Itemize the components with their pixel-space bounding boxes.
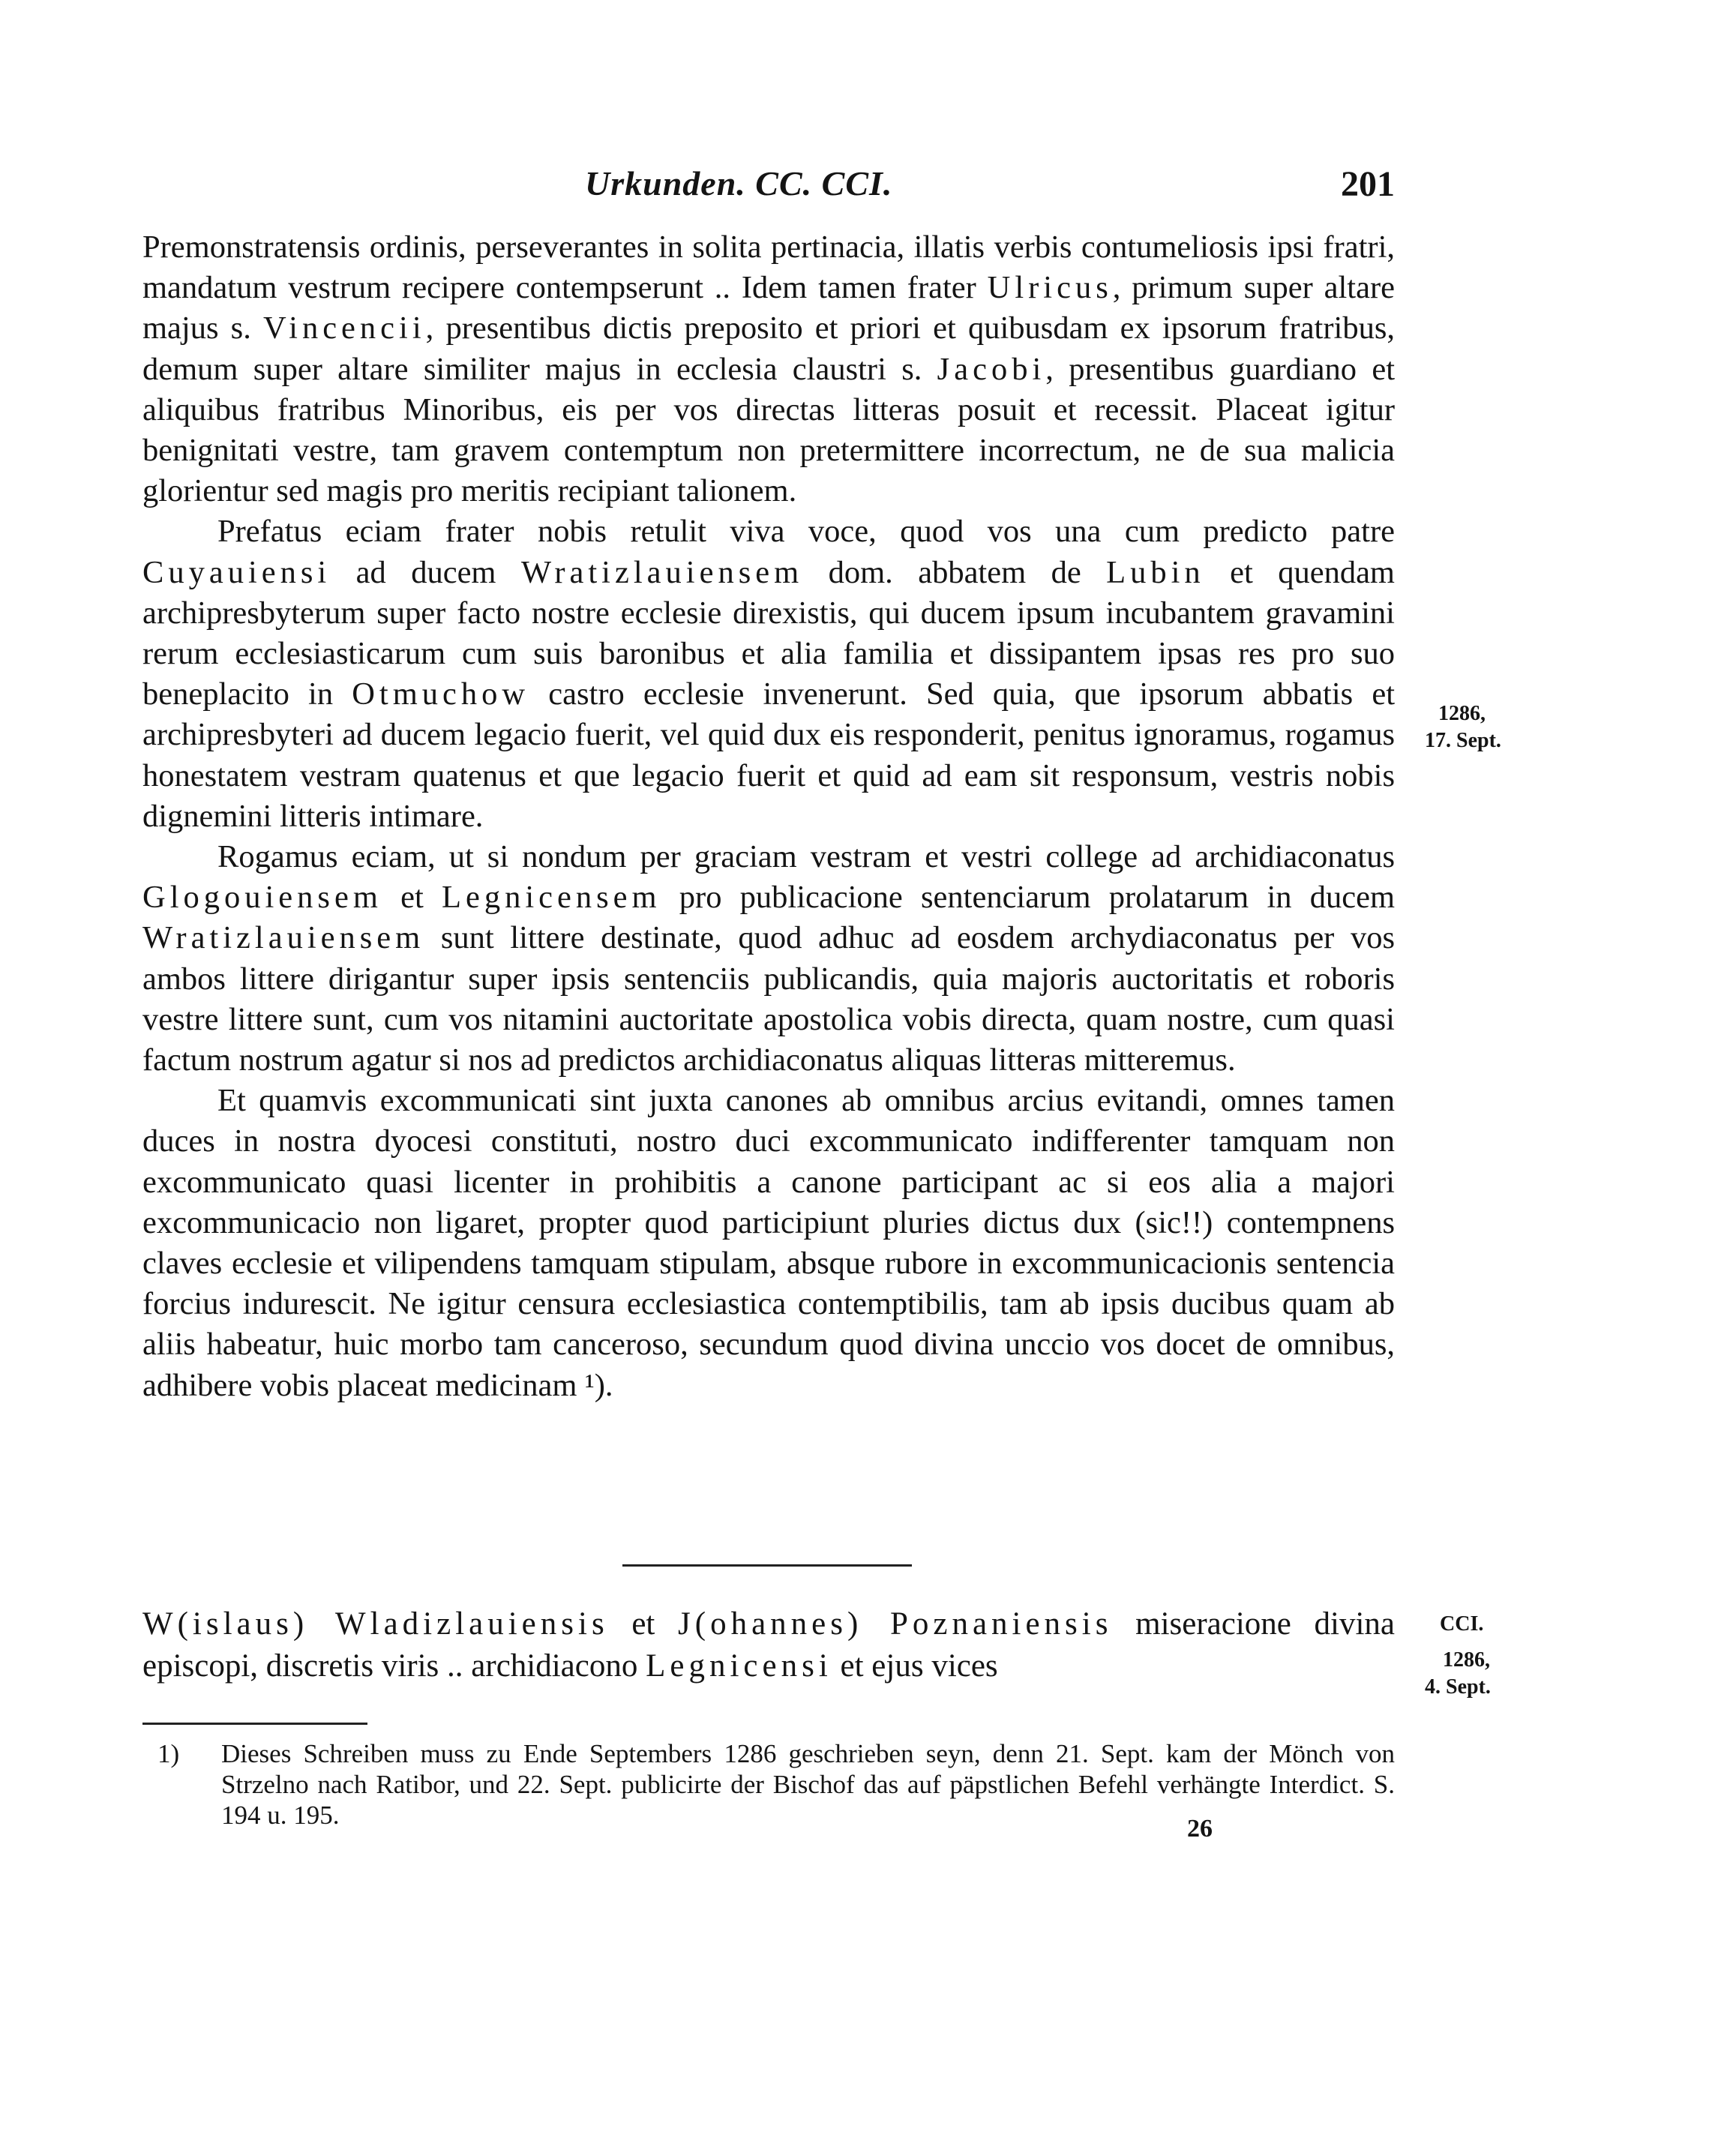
margin-date-2-year: 1286, [1443, 1648, 1490, 1672]
signature-mark: 26 [1187, 1815, 1213, 1843]
margin-date-1 [1425, 700, 1501, 754]
margin-date-2-day: 4. Sept. [1425, 1675, 1491, 1699]
paragraph-3: Rogamus eciam, ut si nondum per graciam vestram et vestri college ad archidiaconatus Glogouiensem et Legnicensem pro publicacione sentenciarum prolatarum in ducem Wratizlauiensem sunt littere destinate, quod adhuc ad eosdem archydiaconatus per vos ambos littere dirigantur super ipsis sentenciis publicandis, quia majoris auctoritatis et roboris vestre littere sunt, cum vos nitamini auctoritate apostolica vobis directa, quam nostre, cum quasi factum nostrum agatur si nos ad predictos archidiaconatus aliquas litteras mitteremus. [142, 839, 1396, 1078]
spaced-name: Glogouiensem [142, 880, 382, 916]
section-divider [622, 1564, 912, 1567]
paragraph-2: Prefatus eciam frater nobis retulit viva voce, quod vos una cum predicto patre Cuyauiensi ad ducem Wratizlauiensem dom. abbatem de Lubin et quendam archipresbyterum super facto nostre ecclesie direxistis, qui ducem ipsum incubantem gravamini rerum ecclesiasticarum cum suis baronibus et alia familia et dissipantem ipsas res pro suo beneplacito in Otmuchow castro ecclesie invenerunt. Sed quia, que ipsorum abbatis et archipresbyteri ad ducem legacio fuerit, vel quid dux eis responderit, penitus ignoramus, rogamus honestatem vestram quatenus et que legacio fuerit et quid ad eam sit responsum, vestris nobis dignemini litteris intimare. [142, 514, 1396, 834]
margin-doc-number: CCI. [1440, 1612, 1484, 1636]
spaced-name: Cuyauiensi [142, 554, 331, 590]
page-header [142, 163, 1395, 216]
spaced-name: Wratizlauiensem [520, 554, 804, 590]
spaced-name: Ulricus [987, 270, 1113, 306]
spaced-name: Legnicensem [442, 880, 661, 916]
margin-date-1-day: 17. Sept. [1425, 729, 1501, 752]
footnote-rule [142, 1723, 367, 1725]
footnote-text: Dieses Schreiben muss zu Ende Septembers 1286 geschrieben seyn, denn 21. Sept. kam der Mönch von Strzelno nach Ratibor, und 22. Sept. publicirte der Bischof das auf päpstlichen Befehl verhängte Interdict. S. 194 u. 195. [221, 1739, 1395, 1830]
document-body [142, 227, 1395, 1406]
spaced-name: Lubin [1106, 554, 1205, 590]
margin-date-2 [1425, 1647, 1491, 1701]
running-head: Urkunden. CC. CCI. [585, 164, 893, 202]
spaced-name: Vincencii [263, 310, 426, 346]
next-document-heading: W(islaus) Wladizlauiensis et J(ohannes) Poznaniensis miseracione divina episcopi, discretis viris .. archidiacono Legnicensi et ejus vices [142, 1606, 1395, 1684]
footnote-mark: 1) [157, 1739, 180, 1768]
spaced-name: Jacobi [937, 351, 1046, 387]
paragraph-1: Premonstratensis ordinis, perseverantes in solita pertinacia, illatis verbis contumeliosis ipsi fratri, mandatum vestrum recipere contempserunt .. Idem tamen frater Ulricus, primum super altare majus s. Vincencii, presentibus dictis preposito et priori et quibusdam ex ipsorum fratribus, demum super altare similiter majus in ecclesia claustri s. Jacobi, presentibus guardiano et aliquibus fratribus Minoribus, eis per vos directas litteras posuit et recessit. Placeat igitur benignitati vestre, tam gravem contemptum non pretermittere incorrectum, ne de sua malicia glorientur sed magis pro meritis recipiant talionem. [142, 229, 1395, 509]
margin-date-1-year: 1286, [1438, 702, 1486, 725]
spaced-name: Wratizlauiensem [142, 920, 425, 956]
page-number: 201 [1341, 164, 1395, 204]
paragraph-4: Et quamvis excommunicati sint juxta canones ab omnibus arcius evitandi, omnes tamen duces in nostra dyocesi constituti, nostro duci excommunicato indifferenter tamquam non excommunicato quasi licenter in prohibitis a canone participant ac si eos alia a majori excommunicacio non ligaret, propter quod participiunt pluries dictus dux (sic!!) contempnens claves ecclesie et vilipendens tamquam stipulam, absque rubore in excommunicacionis sentencia forcius indurescit. Ne igitur censura ecclesiastica contemptibilis, tam ab ipsis ducibus quam ab aliis habeatur, huic morbo tam canceroso, secundum quod divina unccio vos docet de omnibus, adhibere vobis placeat medicinam ¹). [142, 1083, 1395, 1403]
spaced-name: Otmuchow [352, 676, 530, 712]
